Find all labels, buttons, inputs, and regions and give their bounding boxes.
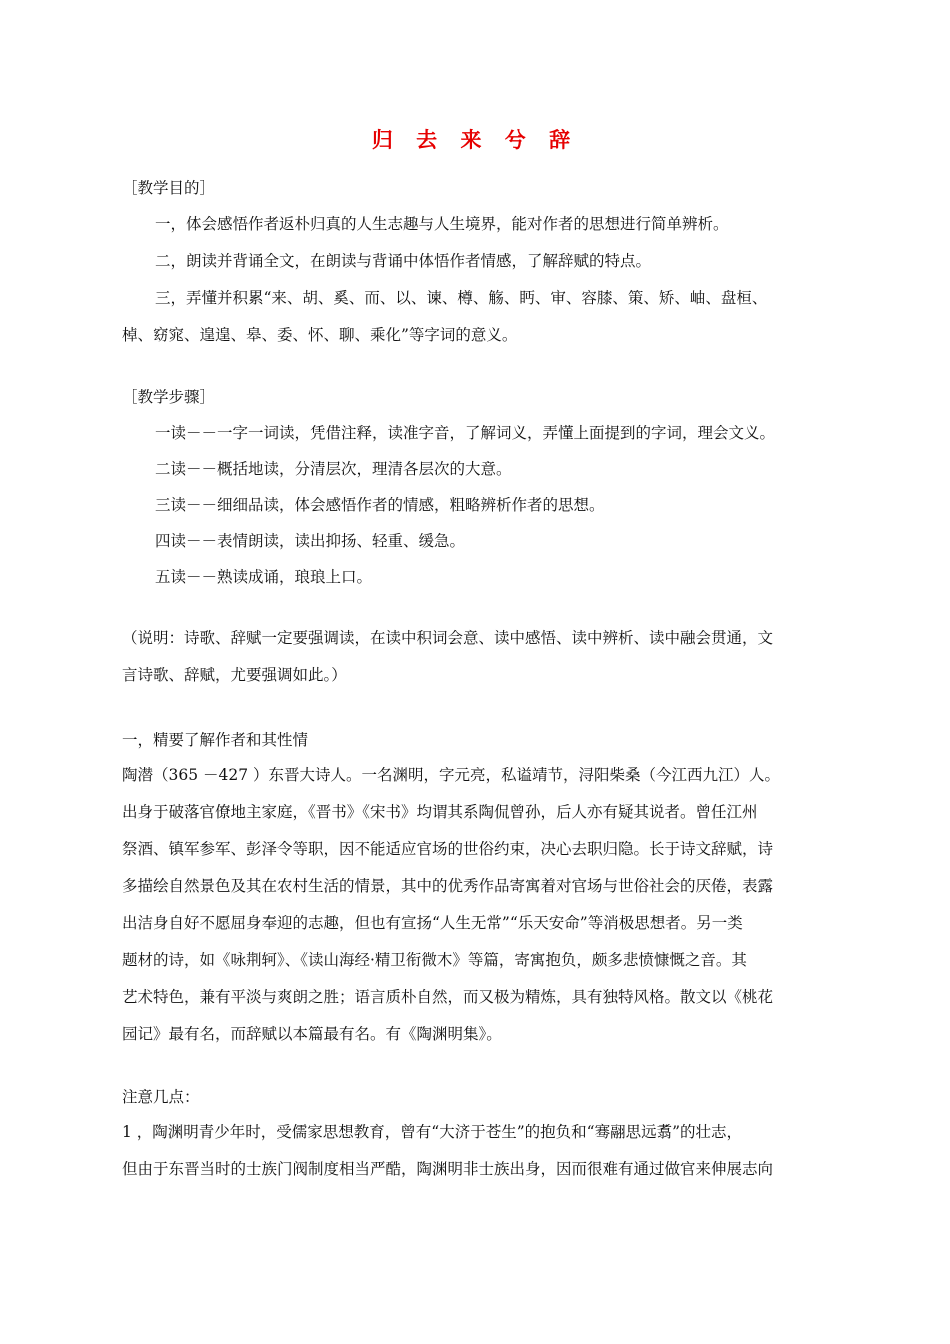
step-1: 一读－－一字一词读，凭借注释，读准字音，了解词义，弄懂上面提到的字词，理会文义。	[155, 424, 776, 442]
author-line-8: 园记》最有名，而辞赋以本篇最有名。有《陶渊明集》。	[122, 1025, 502, 1043]
objective-3-cont: 棹、窈窕、遑遑、皋、委、怀、聊、乘化”等字词的意义。	[122, 326, 518, 344]
step-5: 五读－－熟读成诵，琅琅上口。	[155, 568, 373, 586]
step-4: 四读－－表情朗读，读出抑扬、轻重、缓急。	[155, 532, 466, 550]
points-heading: 注意几点：	[122, 1088, 200, 1106]
steps-heading: ［教学步骤］	[122, 388, 216, 406]
note-line-1: （说明：诗歌、辞赋一定要强调读，在读中积词会意、读中感悟、读中辨析、读中融会贯通，文	[122, 629, 774, 647]
author-line-2: 出身于破落官僚地主家庭，《晋书》《宋书》均谓其系陶侃曾孙，后人亦有疑其说者。曾任江州	[122, 803, 758, 821]
objective-2: 二，朗读并背诵全文，在朗读与背诵中体悟作者情感，了解辞赋的特点。	[155, 252, 652, 270]
author-heading: 一，精要了解作者和其性情	[122, 731, 309, 749]
objectives-heading: ［教学目的］	[122, 179, 216, 197]
objective-1: 一，体会感悟作者返朴归真的人生志趣与人生境界，能对作者的思想进行简单辨析。	[155, 215, 729, 233]
points-line-1: 1 ，陶渊明青少年时，受儒家思想教育，曾有“大济于苍生”的抱负和“骞翮思远翥”的壮志，	[122, 1123, 742, 1141]
points-line-2: 但由于东晋当时的士族门阀制度相当严酷，陶渊明非士族出身，因而很难有通过做官来伸展志向	[122, 1160, 774, 1178]
note-line-2: 言诗歌、辞赋，尤要强调如此。）	[122, 666, 347, 684]
author-line-5: 出洁身自好不愿屈身奉迎的志趣，但也有宣扬“人生无常”“乐天安命”等消极思想者。另一类	[122, 914, 743, 932]
author-line-3: 祭酒、镇军参军、彭泽令等职，因不能适应官场的世俗约束，决心去职归隐。长于诗文辞赋，诗	[122, 840, 774, 858]
author-line-6: 题材的诗，如《咏荆轲》、《读山海经·精卫衔微木》等篇，寄寓抱负，颇多悲愤慷慨之音。其	[122, 951, 747, 969]
objective-3: 三，弄懂并积累“来、胡、奚、而、以、谏、樽、觞、眄、审、容膝、策、矫、岫、盘桓、	[155, 289, 768, 307]
step-3: 三读－－细细品读，体会感悟作者的情感，粗略辨析作者的思想。	[155, 496, 605, 514]
author-line-4: 多描绘自然景色及其在农村生活的情景，其中的优秀作品寄寓着对官场与世俗社会的厌倦，表露	[122, 877, 774, 895]
step-2: 二读－－概括地读，分清层次，理清各层次的大意。	[155, 460, 512, 478]
document-title: 归 去 来 兮 辞	[371, 127, 579, 152]
author-line-7: 艺术特色，兼有平淡与爽朗之胜；语言质朴自然，而又极为精炼，具有独特风格。散文以《桃花	[122, 988, 774, 1006]
author-line-1: 陶潜（365 －427 ）东晋大诗人。一名渊明，字元亮，私谥靖节，浔阳柴桑（今江西九江）人。	[122, 766, 781, 784]
